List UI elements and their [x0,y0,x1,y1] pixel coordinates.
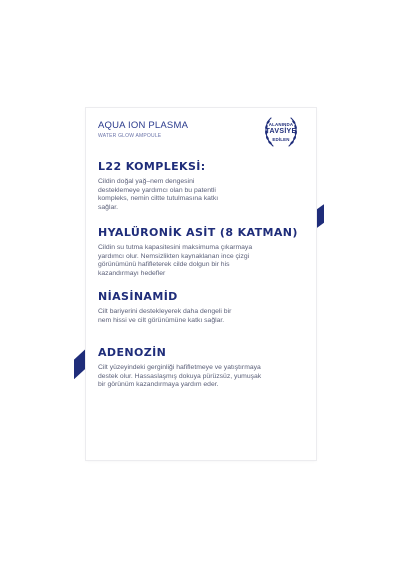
section-niacinamide [98,290,304,325]
section-heading: NİASİNAMİD [98,290,178,303]
section-l22-complex [98,160,304,212]
badge-line-2: TAVSİYE [265,128,297,135]
section-heading: ADENOZİN [98,346,167,359]
section-body: Cildin doğal yağ–nem dengesini desteklemeye yardımcı olan bu patentli kompleks, nemin ciltte tutulmasına katkı sağlar. [98,178,219,211]
section-body: Cildin su tutma kapasitesini maksimuma çıkarmaya yardımcı olur. Nemsizlikten kaynaklanan ince çizgi görünümünü hafifleterek cilde dolgun bir his kazandırmayı hedefler [98,244,253,277]
section-adenosine [98,346,304,390]
section-heading: HYALÜRONİK ASİT (8 KATMAN) [98,226,298,239]
brand-subtitle: WATER GLOW AMPOULE [98,133,162,139]
brand-title: AQUA ION PLASMA [98,120,189,131]
brand-block [98,120,188,140]
badge-line-1: ALANINDA [268,122,294,127]
badge-line-3: EDİLEN [272,137,290,142]
recommendation-badge [259,112,303,152]
section-heading: L22 KOMPLEKSİ: [98,160,206,173]
section-hyaluronic-acid [98,226,304,278]
info-card [86,108,316,460]
section-body: Cilt bariyerini destekleyerek daha dengeli bir nem hissi ve cilt görünümüne katkı sağlar. [98,308,232,324]
section-body: Cilt yüzeyindeki gerginliği hafifletmeye ve yatıştırmaya destek olur. Hassaslaşmış dokuya pürüzsüz, yumuşak bir görünüm kazandırmaya yardım eder. [98,364,262,389]
